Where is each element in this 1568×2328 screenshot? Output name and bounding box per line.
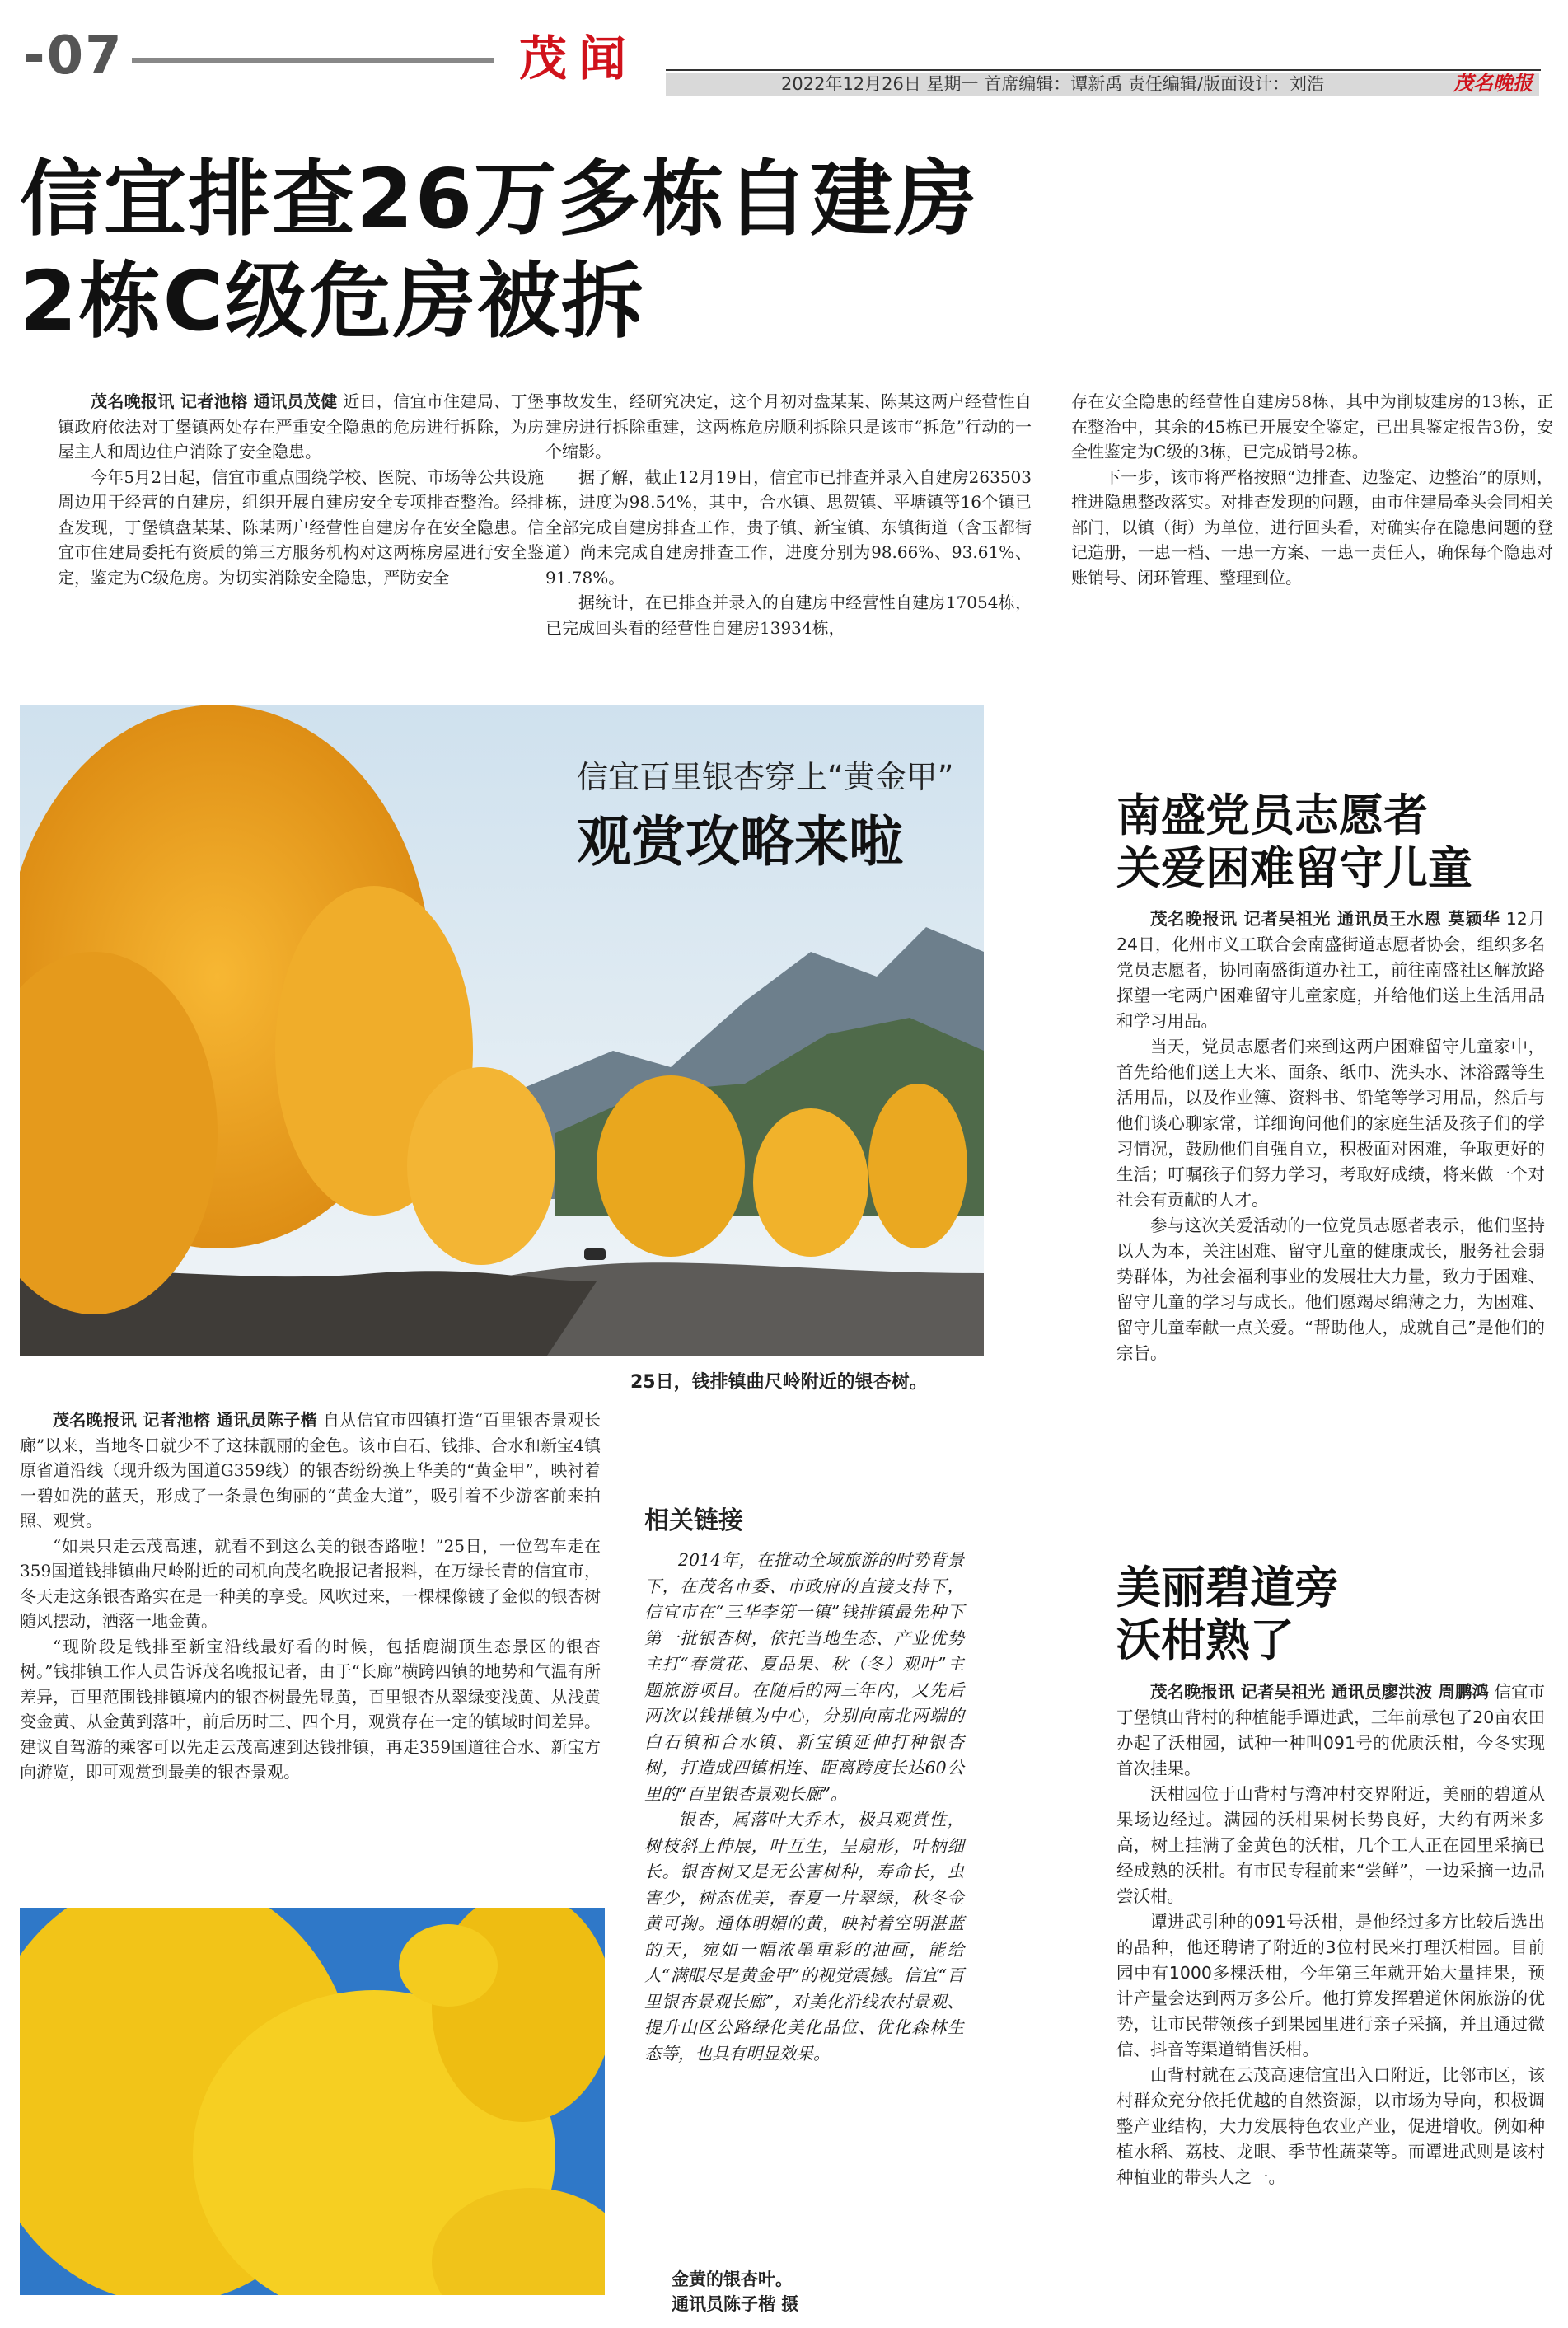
lead-column-3 [1071,389,1553,590]
related-paragraph: 2014年，在推动全域旅游的时势背景下，在茂名市委、市政府的直接支持下，信宜市在“三华李第一镇”钱排镇最先种下第一批银杏树，依托当地生态、产业优势主打“春赏花、夏品果、秋（冬）观叶”主题旅游项目。在随后的两三年内，又先后两次以钱排镇为中心，分别向南北两端的白石镇和合水镇、新宝镇延伸打种银杏树，打造成四镇相连、距离跨度长达60公里的“百里银杏景观长廊”。 [644,1550,964,1804]
nansheng-byline: 茂名晚报讯 记者吴祖光 通讯员王水恩 莫颖华 [1150,909,1500,929]
ginkgo-paragraph: 自从信宜市四镇打造“百里银杏景观长廊”以来，当地冬日就少不了这抹靓丽的金色。该市白石、钱排、合水和新宝4镇原省道沿线（现升级为国道G359线）的银杏纷纷换上华美的“黄金甲”，映衬着一碧如洗的蓝天，形成了一条景色绚丽的“黄金大道”，吸引着不少游客前来拍照、观赏。 [20,1410,601,1530]
lead-paragraph: 近日，信宜市住建局、丁堡镇政府依法对丁堡镇两处存在严重安全隐患的危房进行拆除，为房屋主人和周边住户消除了安全隐患。 [58,391,545,461]
header-rule [132,58,494,63]
nansheng-title [1116,789,1545,895]
related-paragraph: 银杏，属落叶大乔木，极具观赏性，树枝斜上伸展，叶互生，呈扇形，叶柄细长。银杏树又是无公害树种，寿命长，虫害少，树态优美，春夏一片翠绿，秋冬金黄可掬。通体明媚的黄，映衬着空明湛蓝的天，宛如一幅浓墨重彩的油画，能给人“满眼尽是黄金甲”的视觉震撼。信宜“百里银杏景观长廊”，对美化沿线农村景观、提升山区公路绿化美化品位、优化森林生态等，也具有明显效果。 [644,1810,964,2063]
lead-byline: 茂名晚报讯 记者池榕 通讯员茂健 [91,391,338,411]
ginkgo-subtitle: 信宜百里银杏穿上“黄金甲” [577,759,954,795]
nansheng-paragraph: 12月24日，化州市义工联合会南盛街道志愿者协会，组织多名党员志愿者，协同南盛街道办社工，前往南盛社区解放路探望一宅两户困难留守儿童家庭，并给他们送上生活用品和学习用品。 [1116,909,1545,1031]
ginkgo-byline: 茂名晚报讯 记者池榕 通讯员陈子楷 [53,1410,318,1430]
lead-paragraph: 下一步，该市将严格按照“边排查、边鉴定、边整治”的原则，推进隐患整改落实。对排查发现的问题，由市住建局牵头会同相关部门，以镇（街）为单位，进行回头看，对确实存在隐患问题的登记造册，一患一档、一患一方案、一患一责任人，确保每个隐患对账销号、闭环管理、整理到位。 [1071,466,1553,588]
lead-paragraph: 事故发生，经研究决定，这个月初对盘某某、陈某这两户经营性自建房进行拆除重建，这两栋危房顺利拆除只是该市“拆危”行动的一个缩影。 [545,391,1032,461]
nansheng-title-line-1: 南盛党员志愿者 [1116,789,1428,841]
newspaper-logo: 茂名晚报 [1453,71,1533,95]
headline-line-2: 2栋C级危房被拆 [20,253,645,349]
nansheng-article [1116,906,1545,1366]
related-text [644,1548,964,2067]
lead-paragraph: 存在安全隐患的经营性自建房58栋，其中为削坡建房的13栋，正在整治中，其余的45栋已开展安全鉴定，已出具鉴定报告3份，安全性鉴定为C级的3栋，已完成销号2栋。 [1071,391,1553,461]
lead-column-1 [58,389,544,590]
page-number: -07 [23,26,124,87]
lead-paragraph: 今年5月2日起，信宜市重点围绕学校、医院、市场等公共设施周边用于经营的自建房，组织开展自建房安全专项排查整治。经排查发现，丁堡镇盘某某、陈某两户经营性自建房存在安全隐患。信宜市住建局委托有资质的第三方服务机构对这两栋房屋进行安全鉴定，鉴定为C级危房。为切实消除安全隐患，严防安全 [58,466,544,588]
nansheng-paragraph: 当天，党员志愿者们来到这两户困难留守儿童家中，首先给他们送上大米、面条、纸巾、洗头水、沐浴露等生活用品，以及作业簿、资料书、铅笔等学习用品，然后与他们谈心聊家常，详细询问他们的家庭生活及孩子们的学习情况，鼓励他们自强自立，积极面对困难，争取更好的生活；叮嘱孩子们努力学习，考取好成绩，将来做一个对社会有贡献的人才。 [1116,1037,1545,1210]
related-links [644,1500,964,2067]
wogan-paragraph: 信宜市丁堡镇山背村的种植能手谭进武，三年前承包了20亩农田办起了沃柑园，试种一种叫091号的优质沃柑，今冬实现首次挂果。 [1116,1682,1545,1778]
wogan-paragraph: 山背村就在云茂高速信宜出入口附近，比邻市区，该村群众充分依托优越的自然资源，以市场为导向，积极调整产业结构，大力发展特色农业产业，促进增收。例如种植水稻、荔枝、龙眼、季节性蔬菜等。而谭进武则是该村种植业的带头人之一。 [1116,2065,1545,2187]
lead-paragraph: 据统计，在已排查并录入的自建房中经营性自建房17054栋，已完成回头看的经营性自建房13934栋， [545,593,1032,638]
wogan-byline: 茂名晚报讯 记者吴祖光 通讯员廖洪波 周鹏鸿 [1150,1682,1489,1702]
ginkgo-article [20,1408,601,1785]
wogan-title-line-2: 沃柑熟了 [1116,1614,1294,1666]
leaves-caption: 金黄的银杏叶。 [672,2269,793,2289]
lead-paragraph: 据了解，截止12月19日，信宜市已排查并录入自建房263503栋，进度为98.54%，其中，合水镇、思贺镇、平塘镇等16个镇已全部完成自建房排查工作，贵子镇、新宝镇、东镇街道（含玉都街道）尚未完成自建房排查工作，进度分别为98.66%、93.61%、91.78%。 [545,466,1032,588]
ginkgo-paragraph: “如果只走云茂高速，就看不到这么美的银杏路啦！”25日，一位驾车走在359国道钱排镇曲尺岭附近的司机向茂名晚报记者报料，在万绿长青的信宜市，冬天走这条银杏路实在是一种美的享受。风吹过来，一棵棵像镀了金似的银杏树随风摆动，洒落一地金黄。 [20,1535,601,1631]
related-title: 相关链接 [644,1506,743,1535]
section-title: 茂闻 [519,30,639,87]
nansheng-paragraph: 参与这次关爱活动的一位党员志愿者表示，他们坚持以人为本，关注困难、留守儿童的健康成长，服务社会弱势群体，为社会福利事业的发展壮大力量，致力于困难、留守儿童的学习与成长。他们愿竭尽绵薄之力，为困难、留守儿童奉献一点关爱。“帮助他人，成就自己”是他们的宗旨。 [1116,1216,1545,1363]
wogan-title [1116,1562,1545,1667]
ginkgo-leaves-photo [20,1908,605,2295]
ginkgo-title: 观赏攻略来啦 [577,810,903,874]
nansheng-title-line-2: 关爱困难留守儿童 [1116,842,1472,894]
leaves-credit: 通讯员陈子楷 摄 [672,2294,799,2314]
lead-headline [20,148,1552,353]
wogan-paragraph: 谭进武引种的091号沃柑，是他经过多方比较后选出的品种，他还聘请了附近的3位村民来打理沃柑园。目前园中有1000多棵沃柑，今年第三年就开始大量挂果，预计产量会达到两万多公斤。他打算发挥碧道休闲旅游的优势，让市民带领孩子到果园里进行亲子采摘，并且通过微信、抖音等渠道销售沃柑。 [1116,1912,1545,2059]
wogan-title-line-1: 美丽碧道旁 [1116,1562,1339,1614]
headline-line-1: 信宜排查26万多栋自建房 [20,151,979,247]
wogan-paragraph: 沃柑园位于山背村与湾冲村交界附近，美丽的碧道从果场边经过。满园的沃柑果树长势良好，大约有两米多高，树上挂满了金黄色的沃柑，几个工人正在园里采摘已经成熟的沃柑。有市民专程前来“尝鲜”，一边采摘一边品尝沃柑。 [1116,1784,1545,1906]
ginkgo-paragraph: “现阶段是钱排至新宝沿线最好看的时候，包括鹿湖顶生态景区的银杏树。”钱排镇工作人员告诉茂名晚报记者，由于“长廊”横跨四镇的地势和气温有所差异，百里范围钱排镇境内的银杏树最先显黄，百里银杏从翠绿变浅黄、从浅黄变金黄、从金黄到落叶，前后历时三、四个月，观赏存在一定的镇域时间差异。建议自驾游的乘客可以先走云茂高速到达钱排镇，再走359国道往合水、新宝方向游览，即可观赏到最美的银杏景观。 [20,1636,601,1782]
photo-caption: 25日，钱排镇曲尺岭附近的银杏树。 [630,1372,928,1393]
lead-column-2 [545,389,1032,640]
wogan-article [1116,1679,1545,2190]
header-info: 2022年12月26日 星期一 首席编辑：谭新禹 责任编辑/版面设计：刘浩 [781,74,1324,94]
